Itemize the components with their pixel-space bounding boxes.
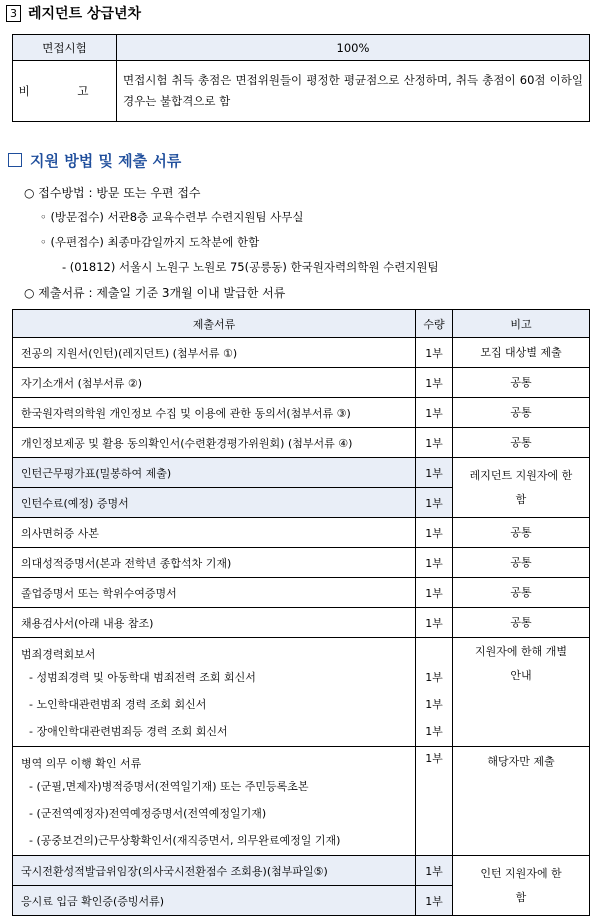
note-cell: 공통 — [453, 428, 590, 458]
note-cell: 공통 — [453, 398, 590, 428]
table-row — [13, 368, 590, 398]
resident-note-cell: 레지던트 지원자에 한함 — [453, 458, 590, 518]
method-line: ○ 접수방법 : 방문 또는 우편 접수 — [24, 186, 201, 200]
crime-qty: 1부 — [425, 698, 443, 711]
crime-qty: 1부 — [425, 725, 443, 738]
qty-cell: 1부 — [416, 338, 453, 368]
qty-cell: 1부 — [416, 578, 453, 608]
doc-cell: 인턴수료(예정) 증명서 — [13, 488, 416, 518]
header-doc: 제출서류 — [13, 310, 416, 338]
doc-cell: 의사면허증 사본 — [13, 518, 416, 548]
remarks-label-text: 비 고 — [18, 84, 111, 98]
checkbox-square-icon — [8, 153, 22, 167]
interview-label: 면접시험 — [13, 35, 117, 61]
note-cell: 공통 — [453, 548, 590, 578]
military-item: - (군전역예정자)전역예정증명서(전역예정일기재) — [29, 807, 267, 820]
remarks-label — [13, 61, 117, 122]
qty-cell: 1부 — [416, 856, 453, 886]
table-row-military — [13, 747, 590, 856]
crime-doc-cell — [13, 638, 416, 747]
military-item: - (공중보건의)근무상황확인서(재직증면서, 의무완료예정일 기재) — [29, 834, 341, 847]
qty-cell: 1부 — [416, 398, 453, 428]
table-row — [13, 338, 590, 368]
header-note: 비고 — [453, 310, 590, 338]
table-row — [13, 428, 590, 458]
section-title: 레지던트 상급년차 — [28, 6, 142, 22]
section-number: 3 — [6, 5, 21, 22]
note-cell: 모집 대상별 제출 — [453, 338, 590, 368]
qty-cell: 1부 — [416, 886, 453, 916]
qty-cell: 1부 — [416, 488, 453, 518]
doc-cell: 자기소개서 (첨부서류 ②) — [13, 368, 416, 398]
note-cell: 공통 — [453, 368, 590, 398]
doc-cell: 개인정보제공 및 활용 동의확인서(수련환경평가위원회) (첨부서류 ④) — [13, 428, 416, 458]
note-cell: 공통 — [453, 578, 590, 608]
address-line: - (01812) 서울시 노원구 노원로 75(공릉동) 한국원자력의학원 수련지원팀 — [62, 260, 439, 274]
doc-cell: 전공의 지원서(인턴)(레지던트) (첨부서류 ①) — [13, 338, 416, 368]
military-note-cell: 해당자만 제출 — [453, 747, 590, 856]
crime-qty-cell — [416, 638, 453, 747]
qty-cell: 1부 — [416, 608, 453, 638]
doc-cell: 응시료 입금 확인증(증빙서류) — [13, 886, 416, 916]
doc-cell: 채용검사서(아래 내용 참조) — [13, 608, 416, 638]
qty-cell: 1부 — [416, 428, 453, 458]
table-row — [13, 548, 590, 578]
intern-note-cell: 인턴 지원자에 한함 — [453, 856, 590, 916]
military-item: - (군필,면제자)병적증명서(전역일기재) 또는 주민등록초본 — [29, 780, 309, 793]
interview-value: 100% — [117, 35, 590, 61]
table-row — [13, 578, 590, 608]
table-row — [13, 458, 590, 488]
table-row-crime — [13, 638, 590, 747]
note-cell: 공통 — [453, 518, 590, 548]
doc-cell: 국시전환성적발급위임장(의사국시전환점수 조회용)(첨부파일⑤) — [13, 856, 416, 886]
table-row — [13, 856, 590, 886]
crime-item: - 노인학대관련범죄 경력 조회 회신서 — [29, 698, 207, 711]
table-row — [13, 518, 590, 548]
doc-cell: 인턴근무평가표(밀봉하여 제출) — [13, 458, 416, 488]
table-row — [13, 398, 590, 428]
documents-table — [12, 309, 590, 916]
mail-line: ◦ (우편접수) 최종마감일까지 도착분에 한함 — [40, 235, 260, 249]
apply-heading-text: 지원 방법 및 제출 서류 — [30, 152, 182, 170]
apply-heading — [8, 150, 181, 171]
crime-qty: 1부 — [425, 671, 443, 684]
qty-cell: 1부 — [416, 458, 453, 488]
doc-cell: 의대성적증명서(본과 전학년 종합석차 기재) — [13, 548, 416, 578]
score-table — [12, 34, 590, 122]
military-doc-cell — [13, 747, 416, 856]
doc-cell: 졸업증명서 또는 학위수여증명서 — [13, 578, 416, 608]
qty-cell: 1부 — [416, 368, 453, 398]
visit-line: ◦ (방문접수) 서관8층 교육수련부 수련지원팀 사무실 — [40, 210, 304, 224]
military-title: 병역 의무 이행 확인 서류 — [21, 757, 142, 770]
remarks-text: 면접시험 취득 총점은 면접위원들이 평정한 평균점으로 산정하며, 취득 총점이 60점 이하일 경우는 불합격으로 함 — [117, 61, 590, 122]
crime-item: - 성범죄경력 및 아동학대 범죄전력 조회 회신서 — [29, 671, 256, 684]
crime-title: 범죄경력회보서 — [21, 648, 96, 661]
crime-qty-spacer — [416, 646, 452, 664]
doc-cell: 한국원자력의학원 개인정보 수집 및 이용에 관한 동의서(첨부서류 ③) — [13, 398, 416, 428]
crime-item: - 장애인학대관련범죄등 경력 조회 회신서 — [29, 725, 228, 738]
table-row — [13, 608, 590, 638]
qty-cell: 1부 — [416, 518, 453, 548]
qty-cell: 1부 — [416, 548, 453, 578]
docs-line: ○ 제출서류 : 제출일 기준 3개월 이내 발급한 서류 — [24, 286, 286, 300]
crime-note-cell: 지원자에 한해 개별 안내 — [453, 638, 590, 747]
header-qty: 수량 — [416, 310, 453, 338]
note-cell: 공통 — [453, 608, 590, 638]
military-qty-cell: 1부 — [416, 747, 453, 856]
